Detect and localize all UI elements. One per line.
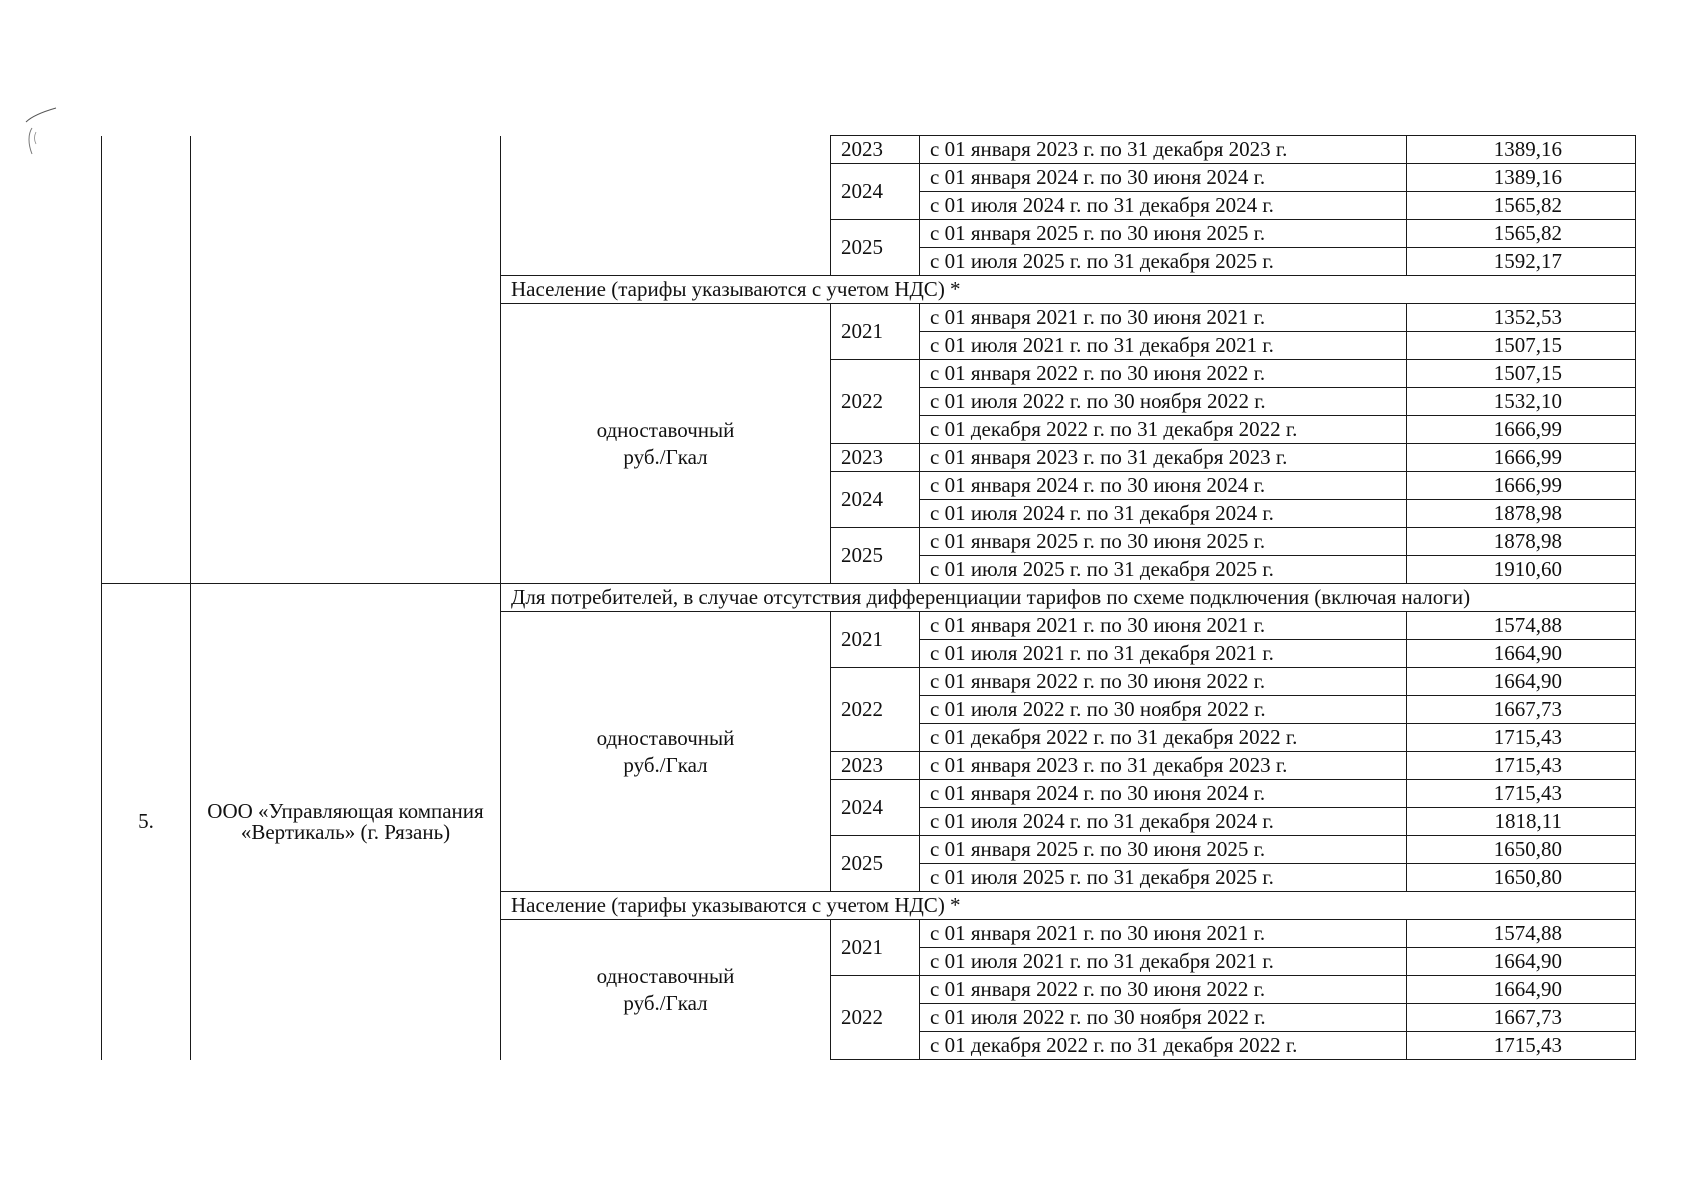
- tariff-value: 1352,53: [1407, 304, 1636, 332]
- scan-mark-icon: [22, 104, 62, 164]
- tariff-unit: руб./Гкал: [623, 990, 708, 1015]
- period-cell: с 01 января 2022 г. по 30 июня 2022 г.: [920, 976, 1407, 1004]
- period-cell: с 01 июля 2024 г. по 31 декабря 2024 г.: [920, 808, 1407, 836]
- tariff-value: 1664,90: [1407, 640, 1636, 668]
- tariff-type: одноставочный: [596, 963, 735, 988]
- period-cell: с 01 июля 2025 г. по 31 декабря 2025 г.: [920, 864, 1407, 892]
- tariff-value: 1878,98: [1407, 528, 1636, 556]
- tariff-value: 1389,16: [1407, 164, 1636, 192]
- tariff-value: 1910,60: [1407, 556, 1636, 584]
- period-cell: с 01 июля 2024 г. по 31 декабря 2024 г.: [920, 192, 1407, 220]
- period-cell: с 01 июля 2022 г. по 30 ноября 2022 г.: [920, 696, 1407, 724]
- tariff-value: 1650,80: [1407, 864, 1636, 892]
- year-cell: 2021: [831, 304, 920, 360]
- tariff-value: 1878,98: [1407, 500, 1636, 528]
- period-cell: с 01 января 2021 г. по 30 июня 2021 г.: [920, 920, 1407, 948]
- period-cell: с 01 января 2021 г. по 30 июня 2021 г.: [920, 304, 1407, 332]
- tariff-value: 1664,90: [1407, 976, 1636, 1004]
- period-cell: с 01 января 2023 г. по 31 декабря 2023 г.: [920, 752, 1407, 780]
- tariff-value: 1666,99: [1407, 472, 1636, 500]
- year-cell: 2023: [831, 444, 920, 472]
- tariff-value: 1565,82: [1407, 192, 1636, 220]
- period-cell: с 01 июля 2025 г. по 31 декабря 2025 г.: [920, 248, 1407, 276]
- tariff-value: 1565,82: [1407, 220, 1636, 248]
- tariff-value: 1715,43: [1407, 724, 1636, 752]
- period-cell: с 01 января 2024 г. по 30 июня 2024 г.: [920, 164, 1407, 192]
- table-row: [102, 136, 1636, 164]
- year-cell: 2022: [831, 668, 920, 752]
- period-cell: с 01 января 2022 г. по 30 июня 2022 г.: [920, 668, 1407, 696]
- tariff-value: 1664,90: [1407, 668, 1636, 696]
- row-number: [102, 136, 191, 584]
- tariff-type-cell: [501, 136, 831, 276]
- period-cell: с 01 июля 2025 г. по 31 декабря 2025 г.: [920, 556, 1407, 584]
- period-cell: с 01 января 2023 г. по 31 декабря 2023 г.: [920, 136, 1407, 164]
- tariff-type-cell: [501, 304, 831, 584]
- tariff-type-cell: [501, 612, 831, 892]
- tariff-value: 1818,11: [1407, 808, 1636, 836]
- tariff-value: 1666,99: [1407, 416, 1636, 444]
- tariff-type: одноставочный: [596, 725, 735, 750]
- period-cell: с 01 января 2025 г. по 30 июня 2025 г.: [920, 220, 1407, 248]
- period-cell: с 01 января 2024 г. по 30 июня 2024 г.: [920, 780, 1407, 808]
- tariff-value: 1507,15: [1407, 332, 1636, 360]
- section-header: Население (тарифы указываются с учетом НДС) *: [501, 276, 1636, 304]
- tariff-value: 1715,43: [1407, 752, 1636, 780]
- tariff-value: 1389,16: [1407, 136, 1636, 164]
- year-cell: 2025: [831, 528, 920, 584]
- organization-name: [191, 136, 501, 584]
- tariff-value: 1666,99: [1407, 444, 1636, 472]
- period-cell: с 01 января 2023 г. по 31 декабря 2023 г.: [920, 444, 1407, 472]
- tariff-value: 1715,43: [1407, 1032, 1636, 1060]
- row-number: 5.: [102, 584, 191, 1060]
- year-cell: 2025: [831, 836, 920, 892]
- period-cell: с 01 июля 2021 г. по 31 декабря 2021 г.: [920, 948, 1407, 976]
- period-cell: с 01 января 2022 г. по 30 июня 2022 г.: [920, 360, 1407, 388]
- year-cell: 2025: [831, 220, 920, 276]
- period-cell: с 01 июля 2022 г. по 30 ноября 2022 г.: [920, 388, 1407, 416]
- period-cell: с 01 июля 2021 г. по 31 декабря 2021 г.: [920, 640, 1407, 668]
- tariff-value: 1507,15: [1407, 360, 1636, 388]
- year-cell: 2024: [831, 164, 920, 220]
- tariff-value: 1574,88: [1407, 920, 1636, 948]
- year-cell: 2021: [831, 920, 920, 976]
- period-cell: с 01 декабря 2022 г. по 31 декабря 2022 г.: [920, 416, 1407, 444]
- tariff-unit: руб./Гкал: [623, 752, 708, 777]
- tariff-value: 1574,88: [1407, 612, 1636, 640]
- period-cell: с 01 июля 2022 г. по 30 ноября 2022 г.: [920, 1004, 1407, 1032]
- organization-name: ООО «Управляющая компания «Вертикаль» (г. Рязань): [191, 584, 501, 1060]
- tariff-value: 1715,43: [1407, 780, 1636, 808]
- period-cell: с 01 декабря 2022 г. по 31 декабря 2022 г.: [920, 724, 1407, 752]
- year-cell: 2024: [831, 472, 920, 528]
- year-cell: 2024: [831, 780, 920, 836]
- tariff-value: 1650,80: [1407, 836, 1636, 864]
- section-header: Для потребителей, в случае отсутствия дифференциации тарифов по схеме подключения (включая налоги): [501, 584, 1636, 612]
- section-row: [102, 584, 1636, 612]
- year-cell: 2023: [831, 136, 920, 164]
- tariff-table: [101, 135, 1636, 1060]
- year-cell: 2023: [831, 752, 920, 780]
- tariff-value: 1592,17: [1407, 248, 1636, 276]
- tariff-value: 1664,90: [1407, 948, 1636, 976]
- period-cell: с 01 января 2025 г. по 30 июня 2025 г.: [920, 836, 1407, 864]
- year-cell: 2022: [831, 360, 920, 444]
- period-cell: с 01 июля 2024 г. по 31 декабря 2024 г.: [920, 500, 1407, 528]
- period-cell: с 01 января 2021 г. по 30 июня 2021 г.: [920, 612, 1407, 640]
- year-cell: 2021: [831, 612, 920, 668]
- section-header: Население (тарифы указываются с учетом НДС) *: [501, 892, 1636, 920]
- tariff-table-body: [102, 136, 1636, 1060]
- tariff-value: 1667,73: [1407, 1004, 1636, 1032]
- period-cell: с 01 января 2025 г. по 30 июня 2025 г.: [920, 528, 1407, 556]
- period-cell: с 01 января 2024 г. по 30 июня 2024 г.: [920, 472, 1407, 500]
- period-cell: с 01 июля 2021 г. по 31 декабря 2021 г.: [920, 332, 1407, 360]
- tariff-type: одноставочный: [596, 417, 735, 442]
- year-cell: 2022: [831, 976, 920, 1060]
- tariff-unit: руб./Гкал: [623, 444, 708, 469]
- tariff-type-cell: [501, 920, 831, 1060]
- tariff-value: 1667,73: [1407, 696, 1636, 724]
- period-cell: с 01 декабря 2022 г. по 31 декабря 2022 г.: [920, 1032, 1407, 1060]
- tariff-value: 1532,10: [1407, 388, 1636, 416]
